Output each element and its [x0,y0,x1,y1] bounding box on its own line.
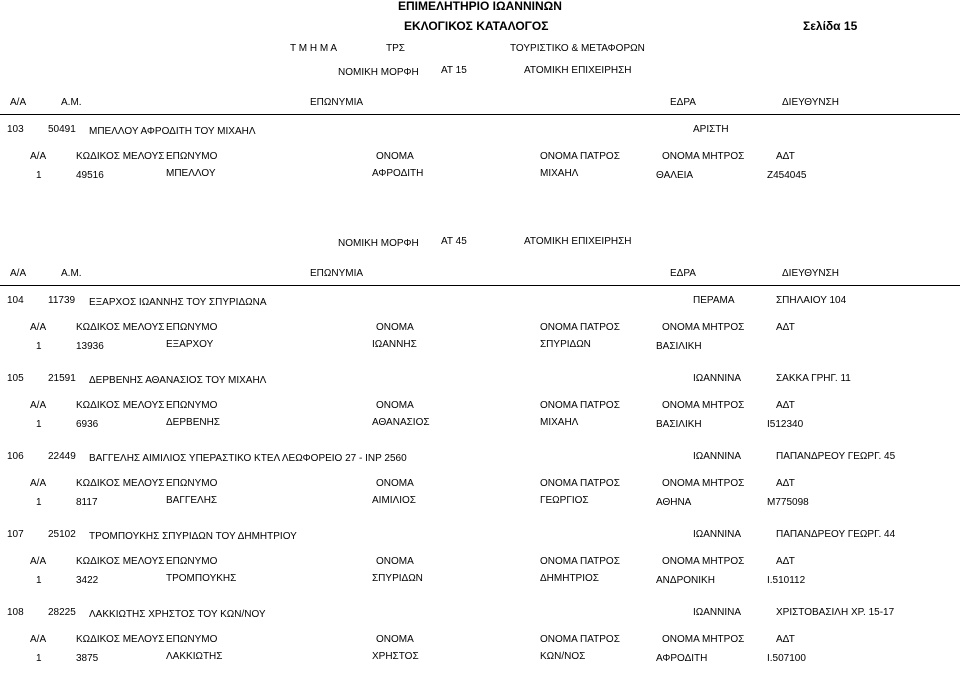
member-header-aa: Α/Α [30,400,47,411]
entry-aa: 104 [7,295,24,306]
member-father: ΣΠΥΡΙΔΩΝ [540,339,591,350]
member-surname: ΔΕΡΒΕΝΗΣ [166,417,220,428]
member-header-father: ΟΝΟΜΑ ΠΑΤΡΟΣ [540,634,620,645]
section-name: ΤΟΥΡΙΣΤΙΚΟ & ΜΕΤΑΦΟΡΩΝ [510,43,645,54]
member-header-surname: ΕΠΩΝΥΜΟ [166,634,218,645]
entry-aa: 105 [7,373,24,384]
member-header-aa: Α/Α [30,322,47,333]
member-mother: ΑΘΗΝΑ [656,497,692,508]
legal-form-code: ΑΤ 45 [441,236,467,247]
member-header-first: ΟΝΟΜΑ [376,556,414,567]
member-header-id: ΑΔΤ [776,151,795,162]
member-header-mother: ΟΝΟΜΑ ΜΗΤΡΟΣ [662,322,745,333]
member-surname: ΜΠΕΛΛΟΥ [166,168,216,179]
member-aa: 1 [36,419,42,430]
catalog-title: ΕΚΛΟΓΙΚΟΣ ΚΑΤΑΛΟΓΟΣ [404,19,549,33]
member-header-father: ΟΝΟΜΑ ΠΑΤΡΟΣ [540,478,620,489]
entry-name: ΤΡΟΜΠΟΥΚΗΣ ΣΠΥΡΙΔΩΝ ΤΟΥ ΔΗΜΗΤΡΙΟΥ [89,531,297,542]
member-header-mother: ΟΝΟΜΑ ΜΗΤΡΟΣ [662,634,745,645]
member-header-aa: Α/Α [30,634,47,645]
member-first: ΑΙΜΙΛΙΟΣ [372,495,416,506]
member-header-father: ΟΝΟΜΑ ΠΑΤΡΟΣ [540,322,620,333]
entry-am: 28225 [48,607,76,618]
member-father: ΓΕΩΡΓΙΟΣ [540,495,589,506]
entry-address: ΣΑΚΚΑ ΓΡΗΓ. 11 [776,373,851,384]
member-header-surname: ΕΠΩΝΥΜΟ [166,151,218,162]
member-header-father: ΟΝΟΜΑ ΠΑΤΡΟΣ [540,151,620,162]
member-header-code: ΚΩΔΙΚΟΣ ΜΕΛΟΥΣ [76,400,165,411]
member-header-first: ΟΝΟΜΑ [376,400,414,411]
member-mother: ΑΝΔΡΟΝΙΚΗ [656,575,715,586]
member-code: 49516 [76,170,104,181]
member-father: ΜΙΧΑΗΛ [540,417,579,428]
entry-address: ΧΡΙΣΤΟΒΑΣΙΛΗ ΧΡ. 15-17 [776,607,895,618]
member-header-first: ΟΝΟΜΑ [376,478,414,489]
member-header-mother: ΟΝΟΜΑ ΜΗΤΡΟΣ [662,400,745,411]
member-surname: ΤΡΟΜΠΟΥΚΗΣ [166,573,237,584]
member-header-aa: Α/Α [30,151,47,162]
entry-address: ΣΠΗΛΑΙΟΥ 104 [776,295,847,306]
entry-name: ΛΑΚΚΙΩΤΗΣ ΧΡΗΣΤΟΣ ΤΟΥ ΚΩΝ/ΝΟΥ [89,609,266,620]
entry-aa: 107 [7,529,24,540]
member-mother: ΘΑΛΕΙΑ [656,170,694,181]
member-header-mother: ΟΝΟΜΑ ΜΗΤΡΟΣ [662,151,745,162]
member-surname: ΒΑΓΓΕΛΗΣ [166,495,218,506]
member-header-id: ΑΔΤ [776,400,795,411]
entry-name: ΒΑΓΓΕΛΗΣ ΑΙΜΙΛΙΟΣ ΥΠΕΡΑΣΤΙΚΟ ΚΤΕΛ ΛΕΩΦΟΡΕΙΟ 27 - ΙΝΡ 2560 [89,453,407,464]
entry-seat: ΙΩΑΝΝΙΝΑ [693,529,742,540]
member-id: Μ775098 [767,497,809,508]
entry-name: ΔΕΡΒΕΝΗΣ ΑΘΑΝΑΣΙΟΣ ΤΟΥ ΜΙΧΑΗΛ [89,375,267,386]
entry-seat: ΠΕΡΑΜΑ [693,295,735,306]
member-aa: 1 [36,497,42,508]
entry-am: 11739 [48,295,76,306]
member-first: ΑΘΑΝΑΣΙΟΣ [372,417,430,428]
member-id: Ι512340 [767,419,804,430]
member-first: ΣΠΥΡΙΔΩΝ [372,573,423,584]
col-header-am: Α.Μ. [61,97,82,108]
member-header-surname: ΕΠΩΝΥΜΟ [166,322,218,333]
chamber-title: ΕΠΙΜΕΛΗΤΗΡΙΟ ΙΩΑΝΝΙΝΩΝ [398,0,562,13]
member-aa: 1 [36,341,42,352]
member-first: ΑΦΡΟΔΙΤΗ [372,168,424,179]
member-father: ΔΗΜΗΤΡΙΟΣ [540,573,599,584]
col-header-name: ΕΠΩΝΥΜΙΑ [310,97,364,108]
entry-name: ΜΠΕΛΛΟΥ ΑΦΡΟΔΙΤΗ ΤΟΥ ΜΙΧΑΗΛ [89,126,256,137]
entry-am: 22449 [48,451,76,462]
member-header-first: ΟΝΟΜΑ [376,322,414,333]
header-rule [0,285,960,286]
col-header-name: ΕΠΩΝΥΜΙΑ [310,268,364,279]
col-header-aa: Α/Α [10,268,27,279]
legal-form-code: ΑΤ 15 [441,65,467,76]
member-header-code: ΚΩΔΙΚΟΣ ΜΕΛΟΥΣ [76,634,165,645]
section-code: ΤΡΣ [386,43,405,54]
member-mother: ΒΑΣΙΛΙΚΗ [656,419,702,430]
member-header-id: ΑΔΤ [776,322,795,333]
col-header-am: Α.Μ. [61,268,82,279]
member-header-father: ΟΝΟΜΑ ΠΑΤΡΟΣ [540,400,620,411]
member-first: ΙΩΑΝΝΗΣ [372,339,417,350]
member-code: 3422 [76,575,99,586]
entry-seat: ΙΩΑΝΝΙΝΑ [693,373,742,384]
member-header-code: ΚΩΔΙΚΟΣ ΜΕΛΟΥΣ [76,151,165,162]
section-label: Τ Μ Η Μ Α [290,43,338,54]
member-header-father: ΟΝΟΜΑ ΠΑΤΡΟΣ [540,556,620,567]
legal-form-type: ΑΤΟΜΙΚΗ ΕΠΙΧΕΙΡΗΣΗ [524,65,632,76]
page-number: Σελίδα 15 [803,19,858,33]
member-header-mother: ΟΝΟΜΑ ΜΗΤΡΟΣ [662,556,745,567]
member-code: 3875 [76,653,99,664]
member-aa: 1 [36,575,42,586]
member-header-code: ΚΩΔΙΚΟΣ ΜΕΛΟΥΣ [76,322,165,333]
member-header-aa: Α/Α [30,556,47,567]
member-header-id: ΑΔΤ [776,478,795,489]
entry-seat: ΙΩΑΝΝΙΝΑ [693,451,742,462]
entry-seat: ΙΩΑΝΝΙΝΑ [693,607,742,618]
legal-form-label: ΝΟΜΙΚΗ ΜΟΡΦΗ [338,67,419,78]
legal-form-label: ΝΟΜΙΚΗ ΜΟΡΦΗ [338,238,419,249]
member-father: ΜΙΧΑΗΛ [540,168,579,179]
member-header-first: ΟΝΟΜΑ [376,634,414,645]
member-header-first: ΟΝΟΜΑ [376,151,414,162]
col-header-address: ΔΙΕΥΘΥΝΣΗ [782,268,839,279]
member-aa: 1 [36,170,42,181]
member-code: 8117 [76,497,98,508]
entry-am: 25102 [48,529,76,540]
entry-am: 50491 [48,124,76,135]
entry-aa: 103 [7,124,24,135]
member-header-surname: ΕΠΩΝΥΜΟ [166,556,218,567]
member-father: ΚΩΝ/ΝΟΣ [540,651,586,662]
member-code: 6936 [76,419,99,430]
col-header-aa: Α/Α [10,97,27,108]
member-mother: ΒΑΣΙΛΙΚΗ [656,341,702,352]
member-header-code: ΚΩΔΙΚΟΣ ΜΕΛΟΥΣ [76,478,165,489]
member-header-mother: ΟΝΟΜΑ ΜΗΤΡΟΣ [662,478,745,489]
member-header-id: ΑΔΤ [776,556,795,567]
member-mother: ΑΦΡΟΔΙΤΗ [656,653,708,664]
member-surname: ΕΞΑΡΧΟΥ [166,339,214,350]
member-header-code: ΚΩΔΙΚΟΣ ΜΕΛΟΥΣ [76,556,165,567]
legal-form-type: ΑΤΟΜΙΚΗ ΕΠΙΧΕΙΡΗΣΗ [524,236,632,247]
member-header-surname: ΕΠΩΝΥΜΟ [166,478,218,489]
member-first: ΧΡΗΣΤΟΣ [372,651,419,662]
entry-name: ΕΞΑΡΧΟΣ ΙΩΑΝΝΗΣ ΤΟΥ ΣΠΥΡΙΔΩΝΑ [89,297,267,308]
entry-aa: 106 [7,451,24,462]
col-header-address: ΔΙΕΥΘΥΝΣΗ [782,97,839,108]
member-header-surname: ΕΠΩΝΥΜΟ [166,400,218,411]
member-id: Ι.507100 [767,653,806,664]
entry-aa: 108 [7,607,24,618]
col-header-seat: ΕΔΡΑ [670,97,696,108]
entry-address: ΠΑΠΑΝΔΡΕΟΥ ΓΕΩΡΓ. 45 [776,451,896,462]
member-id: Ι.510112 [767,575,806,586]
member-aa: 1 [36,653,42,664]
entry-seat: ΑΡΙΣΤΗ [693,124,729,135]
header-rule [0,114,960,115]
entry-am: 21591 [48,373,76,384]
col-header-seat: ΕΔΡΑ [670,268,696,279]
member-header-id: ΑΔΤ [776,634,795,645]
member-header-aa: Α/Α [30,478,47,489]
member-code: 13936 [76,341,104,352]
entry-address: ΠΑΠΑΝΔΡΕΟΥ ΓΕΩΡΓ. 44 [776,529,896,540]
member-surname: ΛΑΚΚΙΩΤΗΣ [166,651,223,662]
member-id: Ζ454045 [767,170,807,181]
